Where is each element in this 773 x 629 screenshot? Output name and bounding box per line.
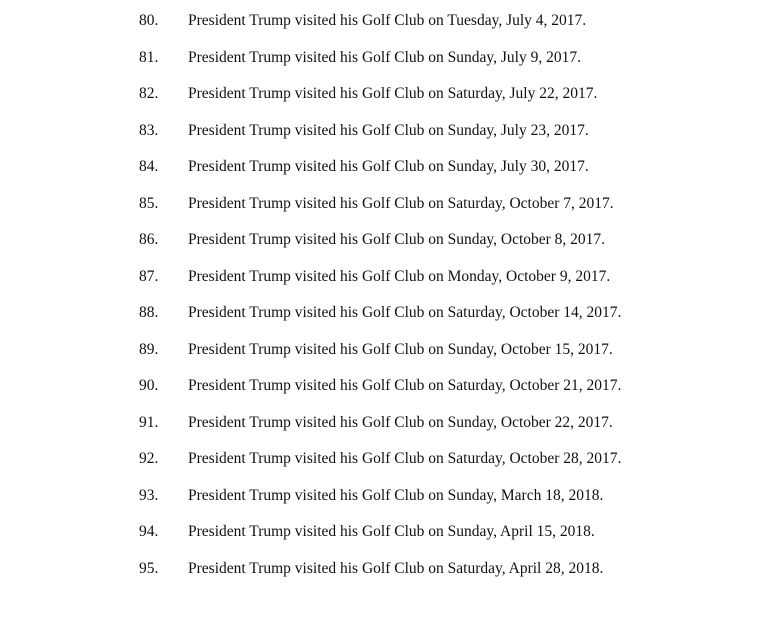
paragraph-number: 92. (139, 450, 159, 467)
paragraph-number: 94. (139, 523, 159, 540)
paragraph-text: President Trump visited his Golf Club on Saturday, October 14, 2017. (188, 304, 622, 321)
paragraph-text: President Trump visited his Golf Club on Saturday, April 28, 2018. (188, 559, 604, 577)
list-item (0, 230, 773, 267)
paragraph-number: 81. (139, 48, 159, 66)
paragraph-number: 93. (139, 486, 159, 504)
list-item (0, 11, 773, 48)
list-item (0, 413, 773, 450)
paragraph-number: 88. (139, 304, 159, 321)
paragraph-text: President Trump visited his Golf Club on Sunday, October 22, 2017. (188, 413, 613, 431)
paragraph-text: President Trump visited his Golf Club on Sunday, July 9, 2017. (188, 48, 581, 66)
paragraph-text: President Trump visited his Golf Club on Tuesday, July 4, 2017. (188, 12, 587, 29)
paragraph-text: President Trump visited his Golf Club on Monday, October 9, 2017. (188, 267, 611, 285)
paragraph-number: 95. (139, 559, 159, 577)
list-item (0, 84, 773, 121)
list-item (0, 486, 773, 523)
paragraph-number: 82. (139, 85, 159, 102)
paragraph-text: President Trump visited his Golf Club on Sunday, April 15, 2018. (188, 523, 595, 540)
list-item (0, 121, 773, 158)
paragraph-number: 85. (139, 194, 159, 212)
paragraph-text: President Trump visited his Golf Club on Sunday, July 23, 2017. (188, 121, 589, 139)
paragraph-text: President Trump visited his Golf Club on Saturday, October 21, 2017. (188, 377, 622, 394)
list-item (0, 157, 773, 194)
list-item (0, 340, 773, 377)
paragraph-number: 80. (139, 12, 159, 29)
list-item (0, 303, 773, 340)
list-item (0, 267, 773, 304)
numbered-paragraph-list (0, 11, 773, 595)
paragraph-text: President Trump visited his Golf Club on Sunday, October 8, 2017. (188, 231, 606, 248)
list-item (0, 559, 773, 596)
list-item (0, 522, 773, 559)
paragraph-number: 84. (139, 158, 159, 175)
paragraph-text: President Trump visited his Golf Club on Sunday, July 30, 2017. (188, 158, 589, 175)
list-item (0, 376, 773, 413)
paragraph-number: 87. (139, 267, 159, 285)
list-item (0, 194, 773, 231)
paragraph-number: 86. (139, 231, 159, 248)
list-item (0, 48, 773, 85)
paragraph-number: 91. (139, 413, 159, 431)
paragraph-number: 83. (139, 121, 159, 139)
paragraph-text: President Trump visited his Golf Club on Saturday, July 22, 2017. (188, 85, 598, 102)
paragraph-number: 89. (139, 340, 159, 358)
paragraph-text: President Trump visited his Golf Club on Saturday, October 28, 2017. (188, 450, 622, 467)
paragraph-number: 90. (139, 377, 159, 394)
list-item (0, 449, 773, 486)
paragraph-text: President Trump visited his Golf Club on Sunday, March 18, 2018. (188, 486, 604, 504)
paragraph-text: President Trump visited his Golf Club on Sunday, October 15, 2017. (188, 340, 613, 358)
paragraph-text: President Trump visited his Golf Club on Saturday, October 7, 2017. (188, 194, 614, 212)
